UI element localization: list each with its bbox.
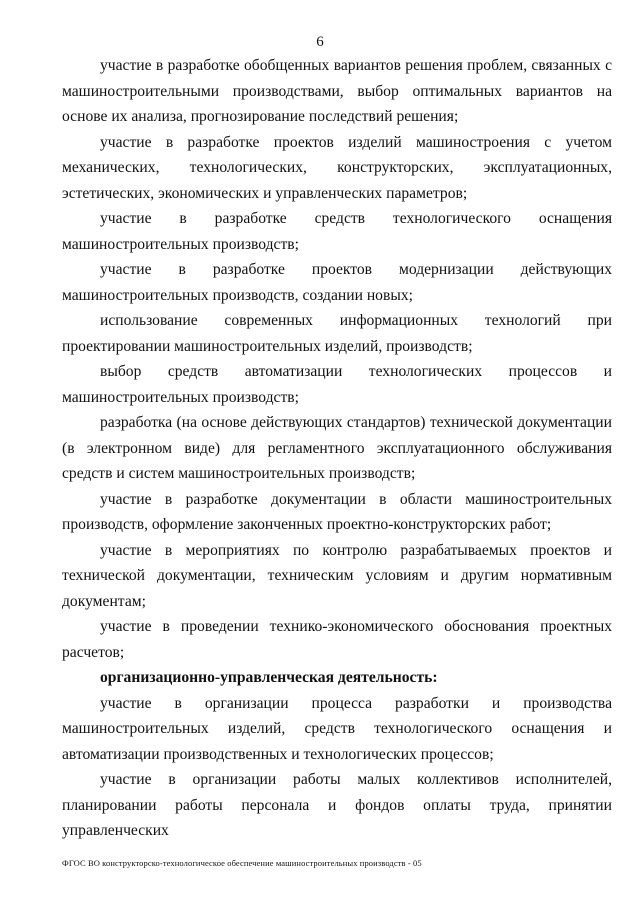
paragraph-5: использование современных информационных технологий при проектировании машиностроительных изделий, производств;	[62, 312, 612, 355]
document-footer: ФГОС ВО конструкторско-технологическое обеспечение машиностроительных производств - 05	[62, 858, 422, 868]
paragraph-3: участие в разработке средств технологического оснащения машиностроительных производств;	[62, 210, 612, 253]
paragraph-8: участие в разработке документации в области машиностроительных производств, оформление законченных проектно-конструкторских работ;	[62, 490, 612, 533]
section-heading: организационно-управленческая деятельность:	[100, 669, 438, 686]
paragraph-1: участие в разработке обобщенных вариантов решения проблем, связанных с машиностроительными производствами, выбор оптимальных вариантов на основе их анализа, прогнозирование последствий решения;	[62, 57, 612, 125]
section-paragraph-1: участие в организации процесса разработки и производства машиностроительных изделий, средств технологического оснащения и автоматизации производственных и технологических процессов;	[62, 694, 612, 763]
paragraph-10: участие в проведении технико-экономического обоснования проектных расчетов;	[62, 618, 612, 661]
paragraph-4: участие в разработке проектов модернизации действующих машиностроительных производств, создании новых;	[62, 261, 612, 304]
paragraph-2: участие в разработке проектов изделий машиностроения с учетом механических, технологических, конструкторских, эксплуатационных, эстетических, экономических и управленческих параметров;	[62, 133, 612, 202]
paragraph-7: разработка (на основе действующих стандартов) технической документации (в электронном виде) для регламентного эксплуатационного обслуживания средств и систем машиностроительных производств;	[62, 414, 612, 482]
paragraph-6: выбор средств автоматизации технологических процессов и машиностроительных производств;	[62, 363, 612, 406]
document-body	[62, 53, 612, 844]
page-number: 6	[316, 34, 324, 50]
paragraph-9: участие в мероприятиях по контролю разрабатываемых проектов и технической документации, техническим условиям и другим нормативным документам;	[62, 541, 612, 610]
section-paragraph-2: участие в организации работы малых коллективов исполнителей, планировании работы персонала и фондов оплаты труда, принятии управленческих	[62, 771, 612, 839]
